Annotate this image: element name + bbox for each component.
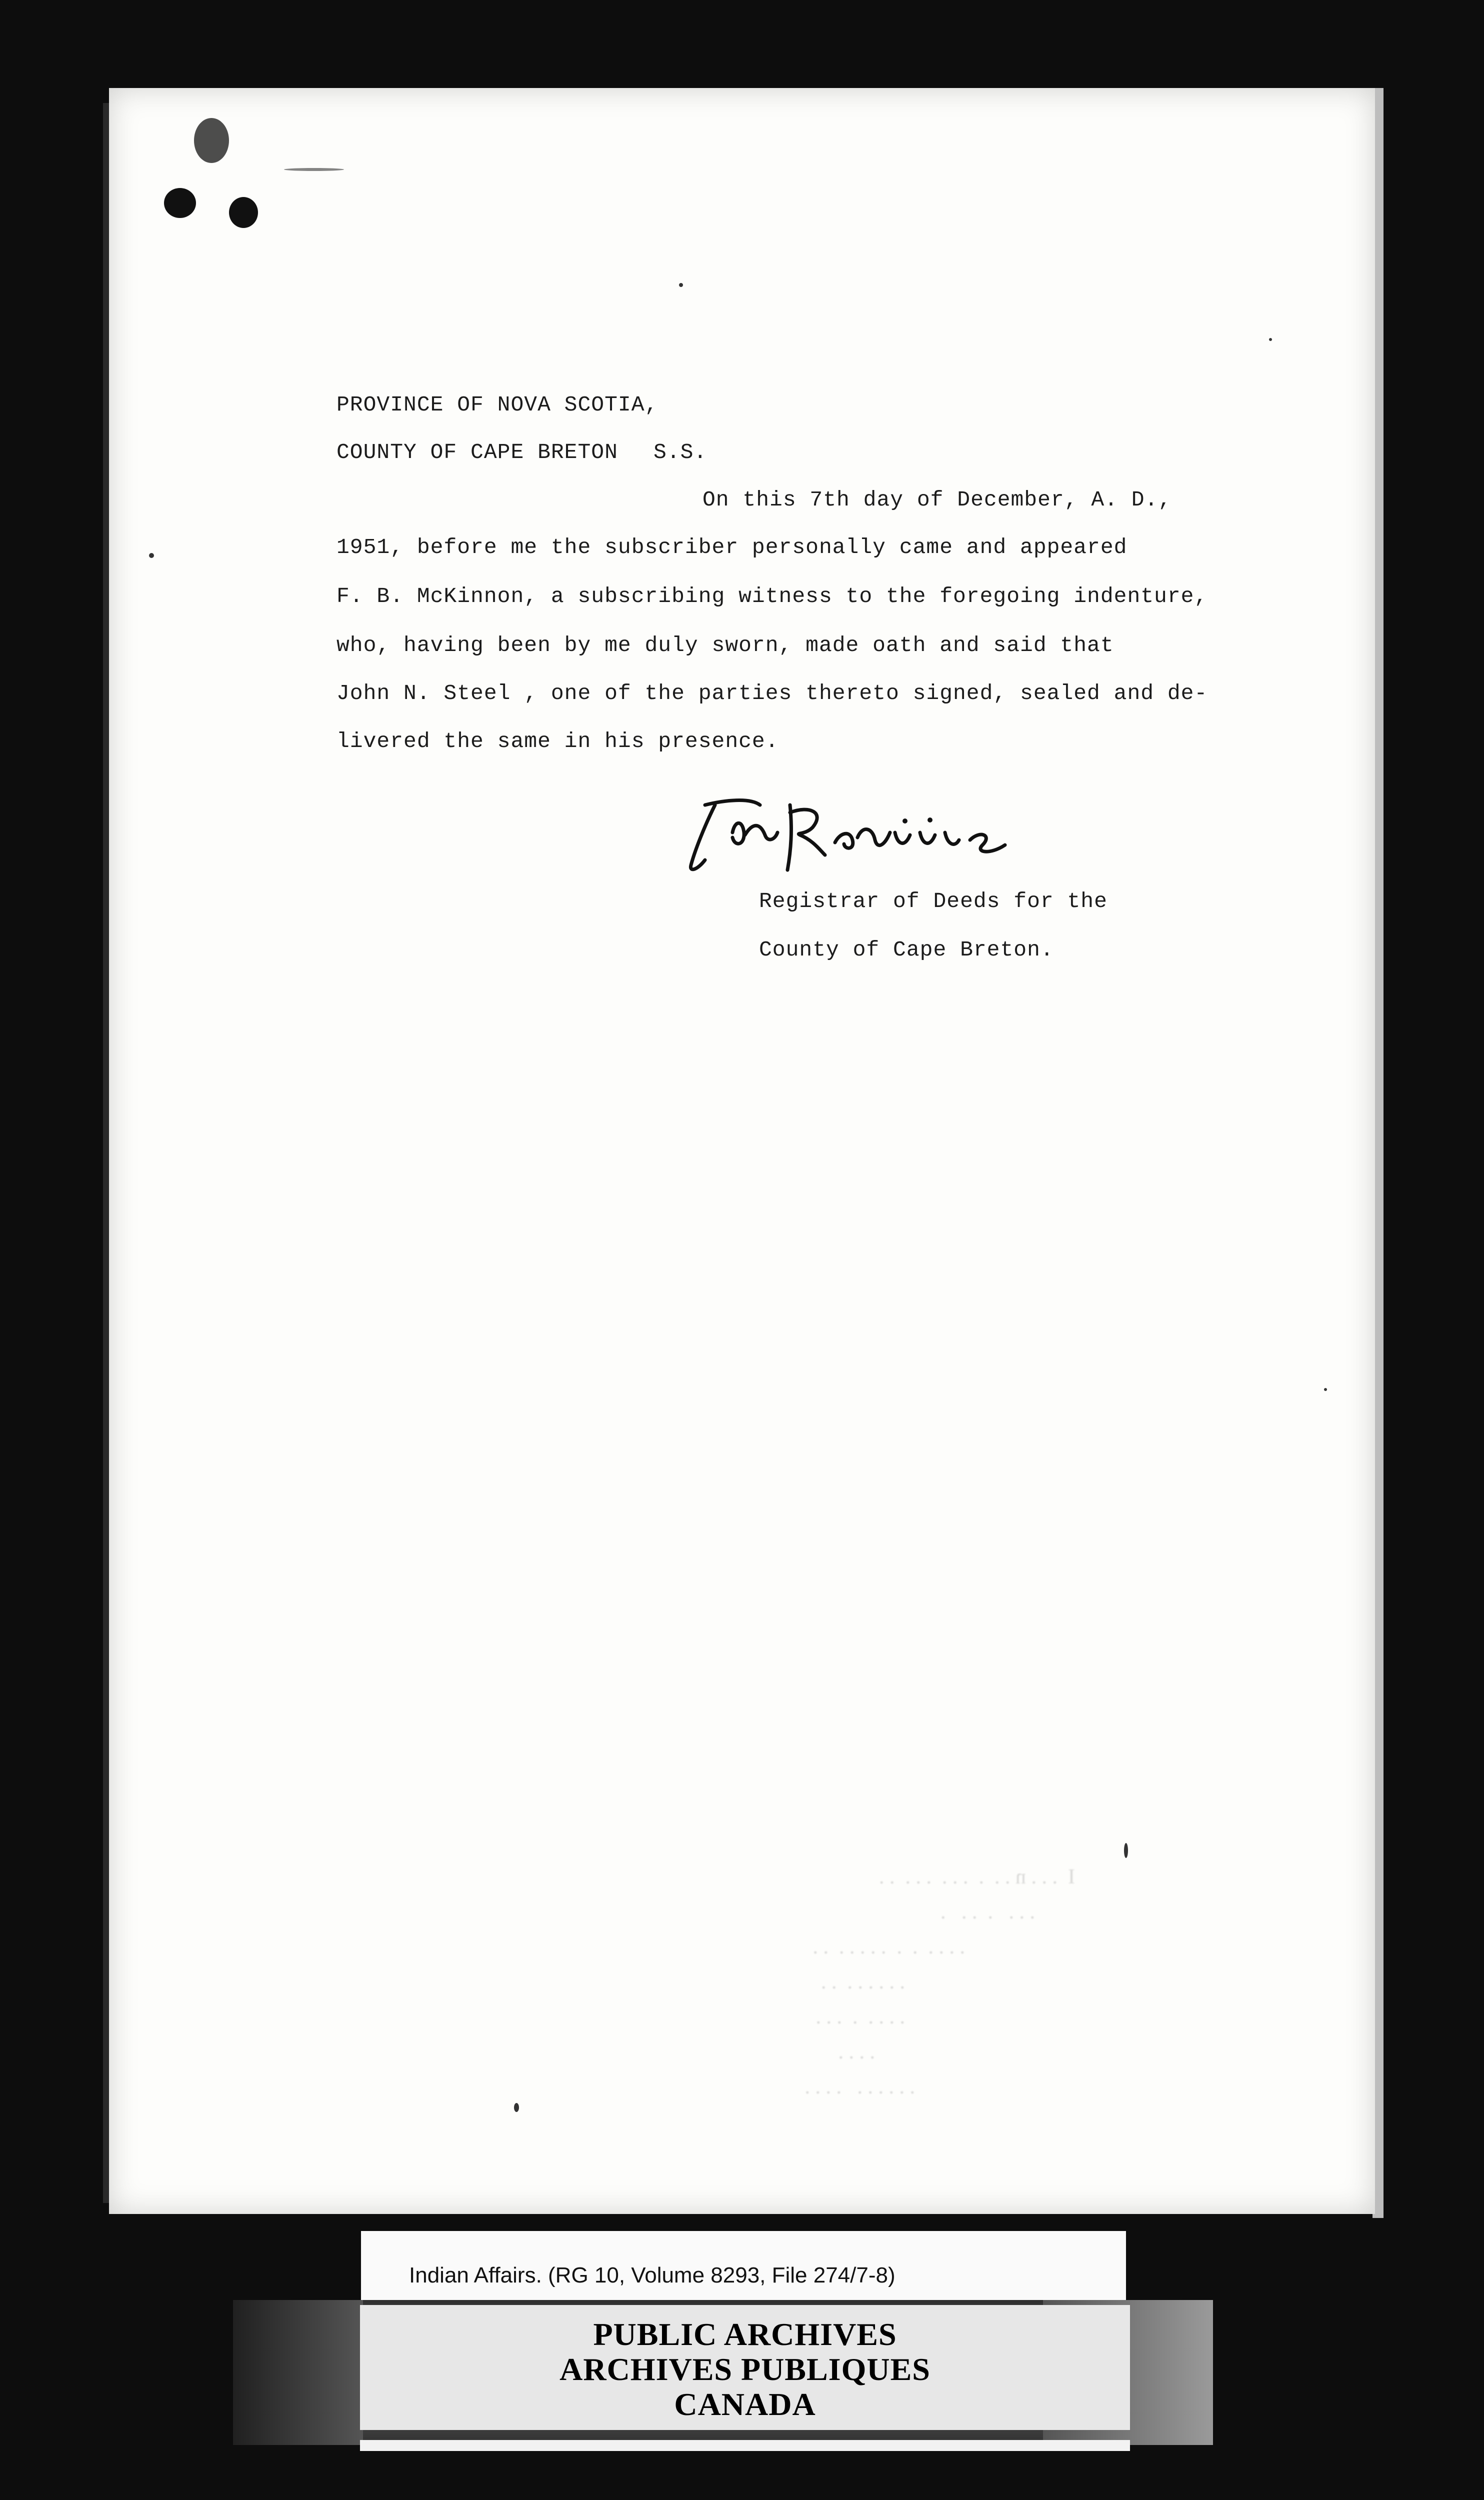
dust-speck: [679, 283, 683, 287]
archive-stamp-line-english: PUBLIC ARCHIVES: [593, 2316, 897, 2352]
dust-speck: [284, 168, 344, 171]
dust-speck: [1269, 338, 1272, 341]
body-line-1: On this 7th day of December, A. D.,: [702, 488, 1172, 512]
body-line-3: F. B. McKinnon, a subscribing witness to the foregoing indenture,: [336, 584, 1208, 608]
ss-marker: S.S.: [654, 440, 708, 464]
archive-reference-text: Indian Affairs. (RG 10, Volume 8293, File 274/7-8): [409, 2263, 896, 2288]
body-line-4: who, having been by me duly sworn, made oath and said that: [336, 633, 1114, 658]
county-heading: COUNTY OF CAPE BRETON: [336, 440, 618, 464]
archive-stamp: [360, 2305, 1130, 2430]
dust-speck: [149, 553, 154, 558]
ink-stain: [229, 197, 258, 228]
body-line-2: 1951, before me the subscriber personally came and appeared: [336, 535, 1128, 560]
archive-reference-label: [361, 2231, 1126, 2301]
province-heading: PROVINCE OF NOVA SCOTIA,: [336, 392, 658, 417]
archive-stamp-line-french: ARCHIVES PUBLIQUES: [560, 2352, 930, 2387]
body-line-5: John N. Steel , one of the parties thereto signed, sealed and de-: [336, 681, 1208, 706]
dust-speck: [1124, 1843, 1128, 1858]
dust-speck: [1324, 1388, 1327, 1391]
ink-stain: [164, 188, 196, 218]
archive-stamp-line-country: CANADA: [674, 2386, 816, 2422]
reverse-side-bleed-through: I . . . n . . . . . . . . . . . . . . . . . . . . . . . . . . . . . . . . . . . . . . . . . . . . . . . . . . . . . . . . . . . . .: [804, 1866, 1075, 2098]
body-line-6: livered the same in his presence.: [336, 729, 779, 754]
registrar-caption-line1: Registrar of Deeds for the: [759, 889, 1108, 914]
ink-stain: [194, 118, 229, 163]
registrar-caption-line2: County of Cape Breton.: [759, 938, 1054, 962]
registrar-signature: [685, 785, 1065, 890]
stamp-bottom-strip: [360, 2440, 1130, 2451]
